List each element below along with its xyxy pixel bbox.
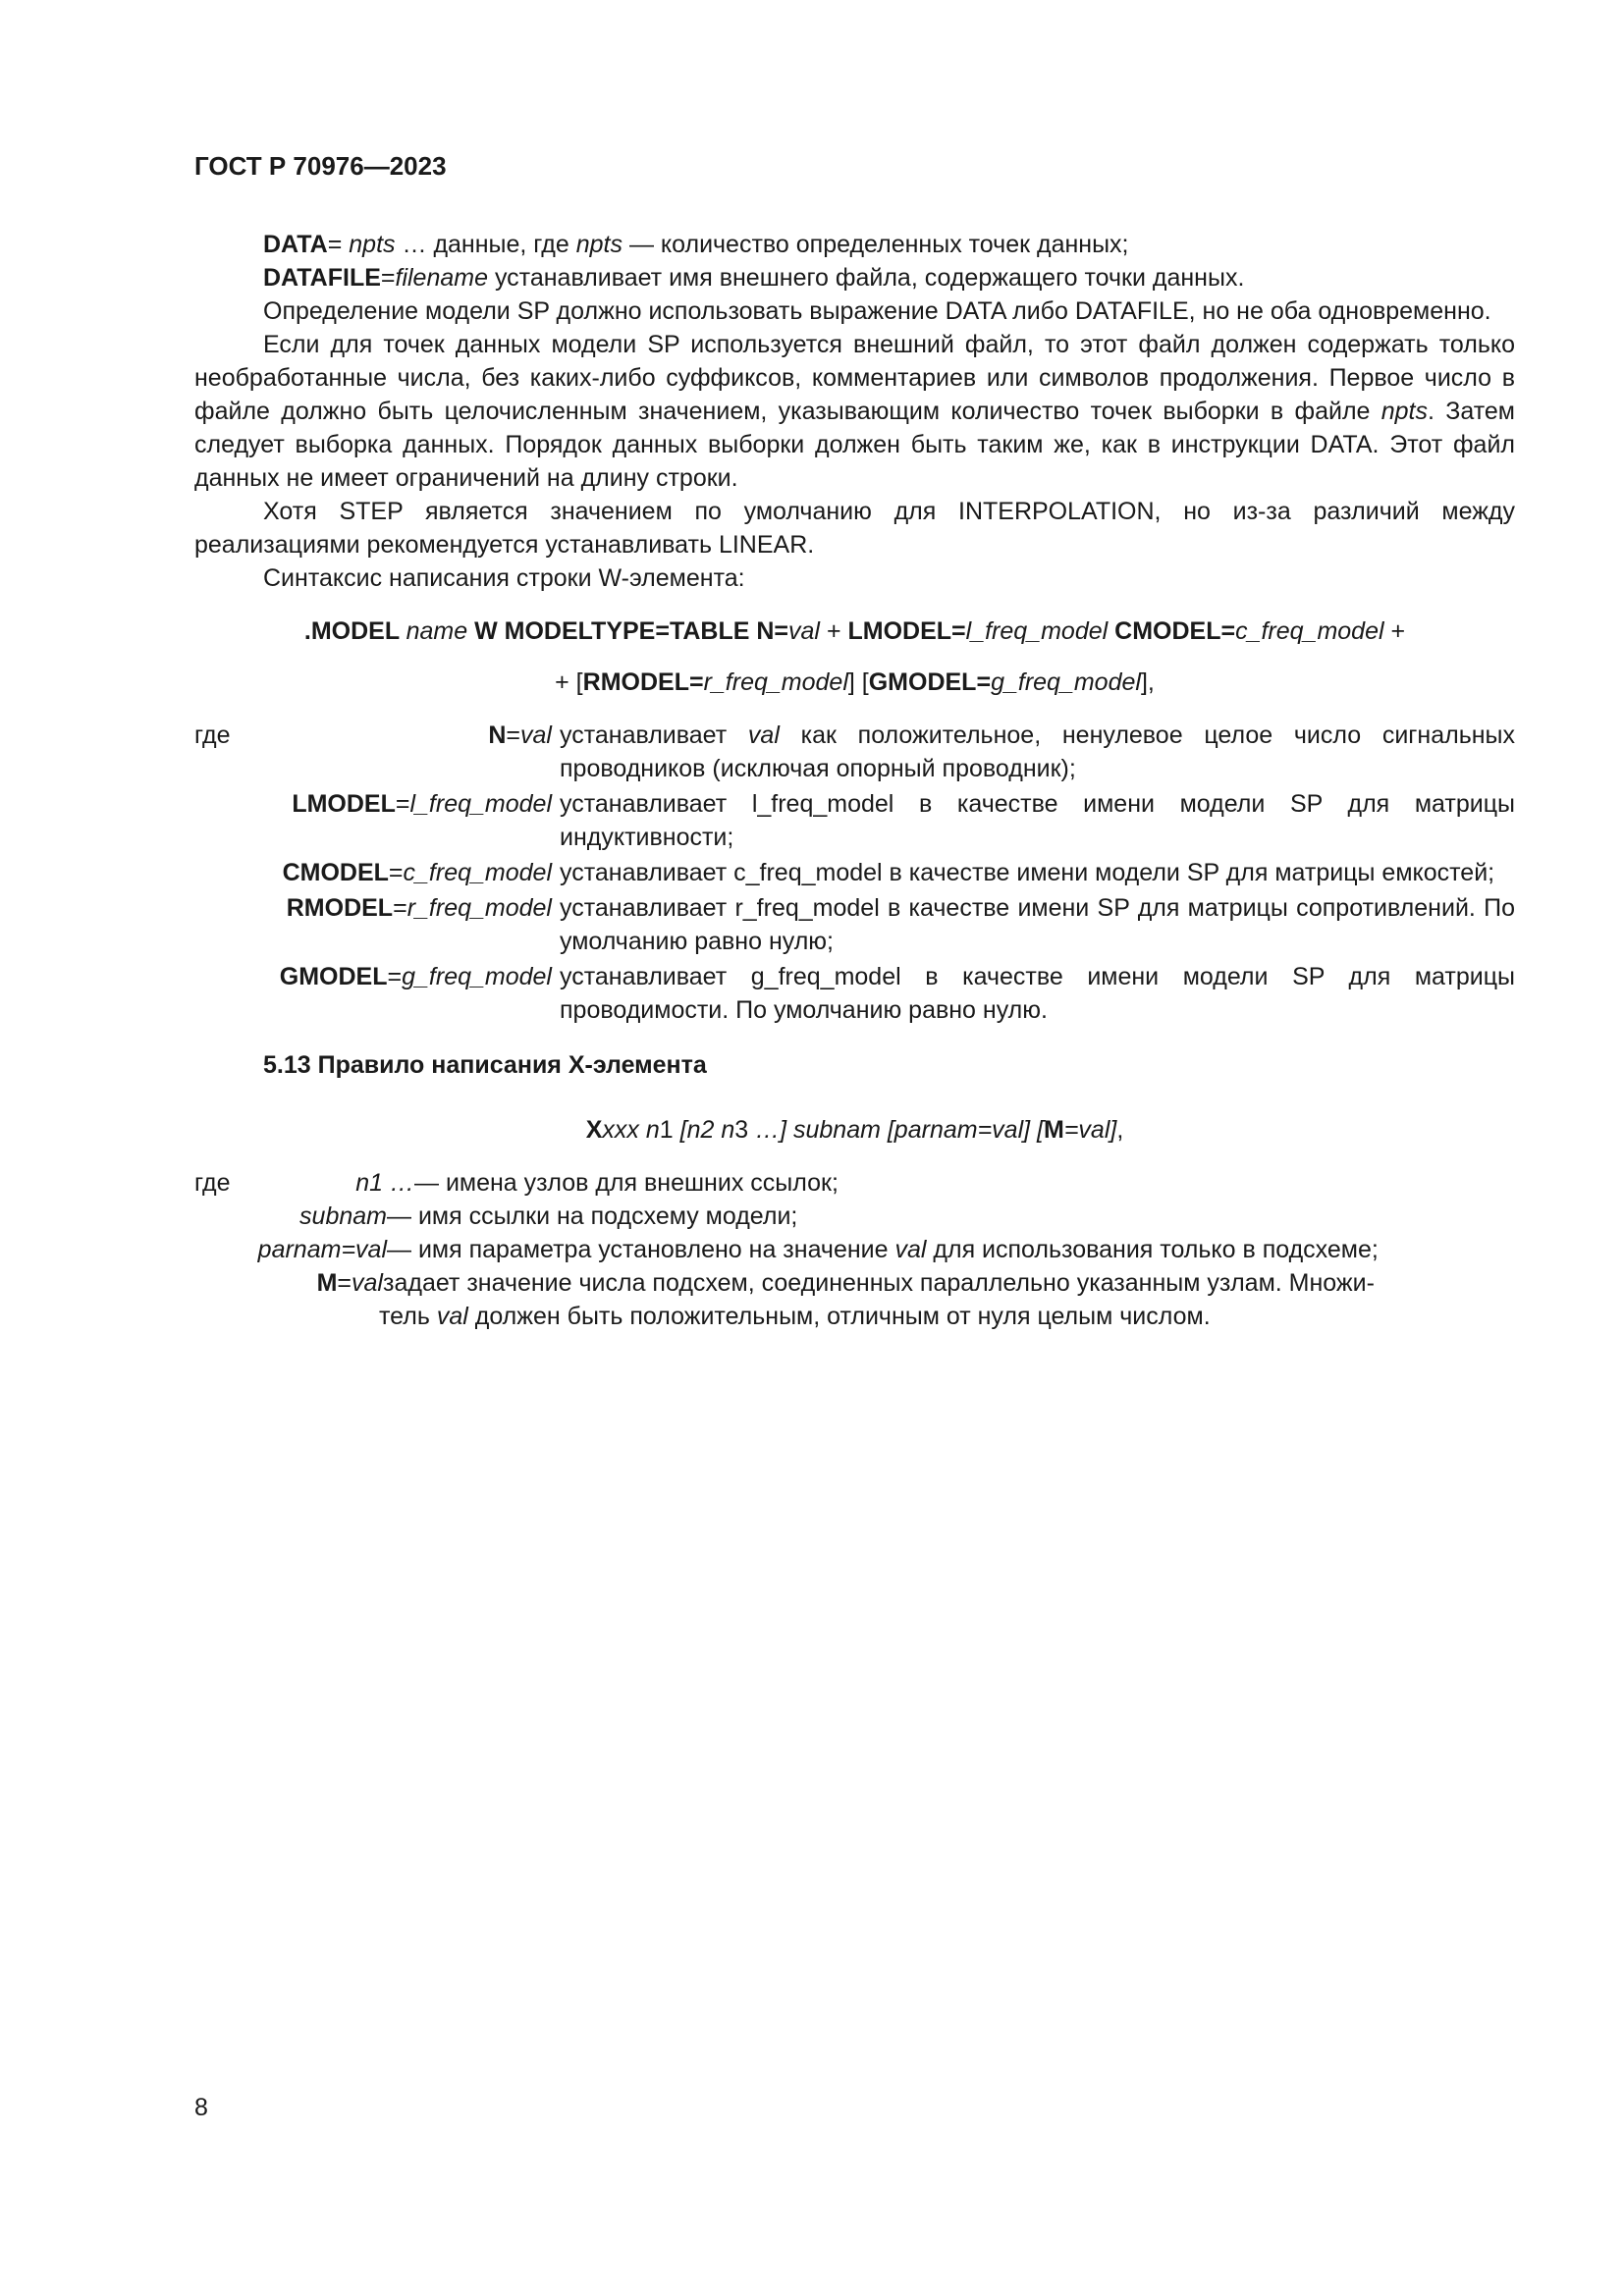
x-def-m [194, 1266, 1515, 1300]
def-term [310, 1266, 383, 1300]
arg: …] subnam [parnam=val] [ [748, 1116, 1044, 1144]
def-row-n [194, 719, 1515, 785]
arg: subnam [299, 1202, 387, 1230]
kw: X [585, 1116, 603, 1144]
def-term [265, 719, 560, 785]
npts: npts [575, 231, 623, 258]
arg: parnam=val [257, 1236, 387, 1263]
eq: = [387, 963, 403, 990]
text: ], [1140, 668, 1155, 696]
eq: = [395, 790, 410, 818]
x-formula [194, 1113, 1515, 1147]
kw: .MODEL [303, 617, 406, 645]
def-text: устанавливает l_freq_model в качестве имени модели SP для матрицы индуктивности; [560, 790, 1515, 851]
def-term [265, 856, 560, 889]
arg: name [406, 617, 468, 645]
page-body [194, 228, 1515, 1333]
kw: M [316, 1269, 338, 1297]
kw-datafile: DATAFILE [263, 264, 381, 292]
arg: n1 … [355, 1169, 414, 1197]
document-header: ГОСТ Р 70976—2023 [194, 151, 447, 181]
text: должен быть положительным, отличным от нуля целым числом. [467, 1303, 1211, 1330]
text: 1 [659, 1116, 680, 1144]
text: + [ [555, 668, 583, 696]
arg: c_freq_model [1235, 617, 1384, 645]
kw-data: DATA [263, 231, 328, 258]
text: . Затем следует выборка данных. Порядок данных выборки должен быть таким же, как в инструкции DATA. Этот файл данных не имеет ограничений на длину строки. [194, 398, 1515, 492]
arg: xxx [602, 1116, 639, 1144]
x-def-m-continuation [194, 1300, 1515, 1333]
filename: filename [395, 264, 488, 292]
arg: =val] [1063, 1116, 1117, 1144]
text: Если для точек данных модели SP используется внешний файл, то этот файл должен содержать только необработанные числа, без каких-либо суффиксов, комментариев или символов продолжения. Первое число в файле должно быть целочисленным значением, указывающим количество точек выборки в файле [194, 331, 1515, 425]
paragraph-4: Синтаксис написания строки W-элемента: [263, 564, 745, 592]
kw: LMODEL [292, 790, 396, 818]
arg: r_freq_model [703, 668, 848, 696]
def-term [265, 787, 560, 854]
arg: g_freq_model [991, 668, 1141, 696]
arg: val [894, 1236, 927, 1263]
kw: RMODEL= [582, 668, 704, 696]
eq: = [388, 859, 404, 886]
w-formula-line-2 [194, 666, 1515, 699]
eq: = [380, 264, 396, 292]
text: ] [ [847, 668, 869, 696]
text: устанавливает [560, 721, 748, 749]
paragraph-3: Хотя STEP является значением по умолчанию для INTERPOLATION, но из-за различий между реализациями рекомендуется устанавливать LINEAR. [194, 498, 1515, 559]
text: — количество определенных точек данных; [623, 231, 1129, 258]
kw: CMODEL= [1108, 617, 1236, 645]
npts: npts [1380, 398, 1429, 425]
kw: N [488, 721, 507, 749]
def-row-cmodel [194, 856, 1515, 889]
def-text: задает значение числа подсхем, соединенных параллельно указанным узлам. Множи- [383, 1269, 1375, 1297]
section-heading: 5.13 Правило написания Х-элемента [263, 1051, 707, 1079]
text: для использования только в подсхеме; [926, 1236, 1379, 1263]
def-term [265, 891, 560, 958]
kw: CMODEL [282, 859, 389, 886]
arg: l_freq_model [965, 617, 1109, 645]
arg: c_freq_model [403, 859, 552, 886]
eq: = [393, 894, 407, 922]
paragraph-2 [194, 328, 1515, 495]
where-label: где [194, 721, 231, 749]
arg: r_freq_model [406, 894, 552, 922]
eq: = [337, 1269, 352, 1297]
kw: M [1043, 1116, 1064, 1144]
paragraph-1: Определение модели SP должно использовать выражение DATA либо DATAFILE, но не оба одновременно. [263, 297, 1491, 325]
def-text: — имена узлов для внешних ссылок; [414, 1169, 839, 1197]
text: , [1116, 1116, 1124, 1144]
def-text [560, 719, 1515, 785]
eq: = [506, 721, 521, 749]
npts: npts [349, 231, 396, 258]
text: устанавливает имя внешнего файла, содержащего точки данных. [488, 264, 1245, 292]
page-number: 8 [194, 2094, 208, 2121]
kw: GMODEL= [868, 668, 992, 696]
arg: val [352, 1269, 383, 1297]
arg: g_freq_model [402, 963, 552, 990]
def-row-lmodel [194, 787, 1515, 854]
text: … данные, где [395, 231, 576, 258]
def-term [240, 1233, 387, 1266]
text: — имя параметра установлено на значение [387, 1236, 895, 1263]
text: 3 [734, 1116, 749, 1144]
def-row-gmodel [194, 960, 1515, 1027]
arg: val [788, 617, 820, 645]
x-def-subnam [194, 1200, 1515, 1233]
arg: n [638, 1116, 660, 1144]
arg: val [520, 721, 552, 749]
def-text: устанавливает c_freq_model в качестве имени модели SP для матрицы емкостей; [560, 859, 1495, 886]
datafile-line [194, 261, 1515, 294]
where-label: где [194, 1169, 231, 1197]
eq: = [327, 231, 350, 258]
arg: val [436, 1303, 468, 1330]
def-text: устанавливает r_freq_model в качестве имени SP для матрицы сопротивлений. По умолчанию равно нулю; [560, 894, 1515, 955]
arg: val [747, 721, 780, 749]
w-definitions [194, 719, 1515, 1027]
kw: W MODELTYPE=TABLE N= [467, 617, 789, 645]
x-def-parnam [194, 1233, 1515, 1266]
def-text [387, 1233, 1515, 1266]
text: + [820, 617, 848, 645]
x-def-n1 [194, 1166, 1515, 1200]
arg: l_freq_model [409, 790, 552, 818]
def-text: устанавливает g_freq_model в качестве имени модели SP для матрицы проводимости. По умолчанию равно нулю. [560, 963, 1515, 1024]
def-row-rmodel [194, 891, 1515, 958]
w-formula-line-1 [194, 614, 1515, 648]
text: тель [379, 1303, 437, 1330]
kw: LMODEL= [847, 617, 966, 645]
def-term [265, 1200, 387, 1233]
text: как положительное, ненулевое целое число сигнальных проводников (исключая опорный проводник); [560, 721, 1515, 782]
def-term [265, 1166, 422, 1200]
data-line [194, 228, 1515, 261]
x-definitions [194, 1166, 1515, 1333]
def-term [265, 960, 560, 1027]
kw: GMODEL [279, 963, 388, 990]
text: + [1383, 617, 1406, 645]
kw: RMODEL [286, 894, 394, 922]
arg: [n2 n [679, 1116, 735, 1144]
def-text: — имя ссылки на подсхему модели; [387, 1202, 798, 1230]
